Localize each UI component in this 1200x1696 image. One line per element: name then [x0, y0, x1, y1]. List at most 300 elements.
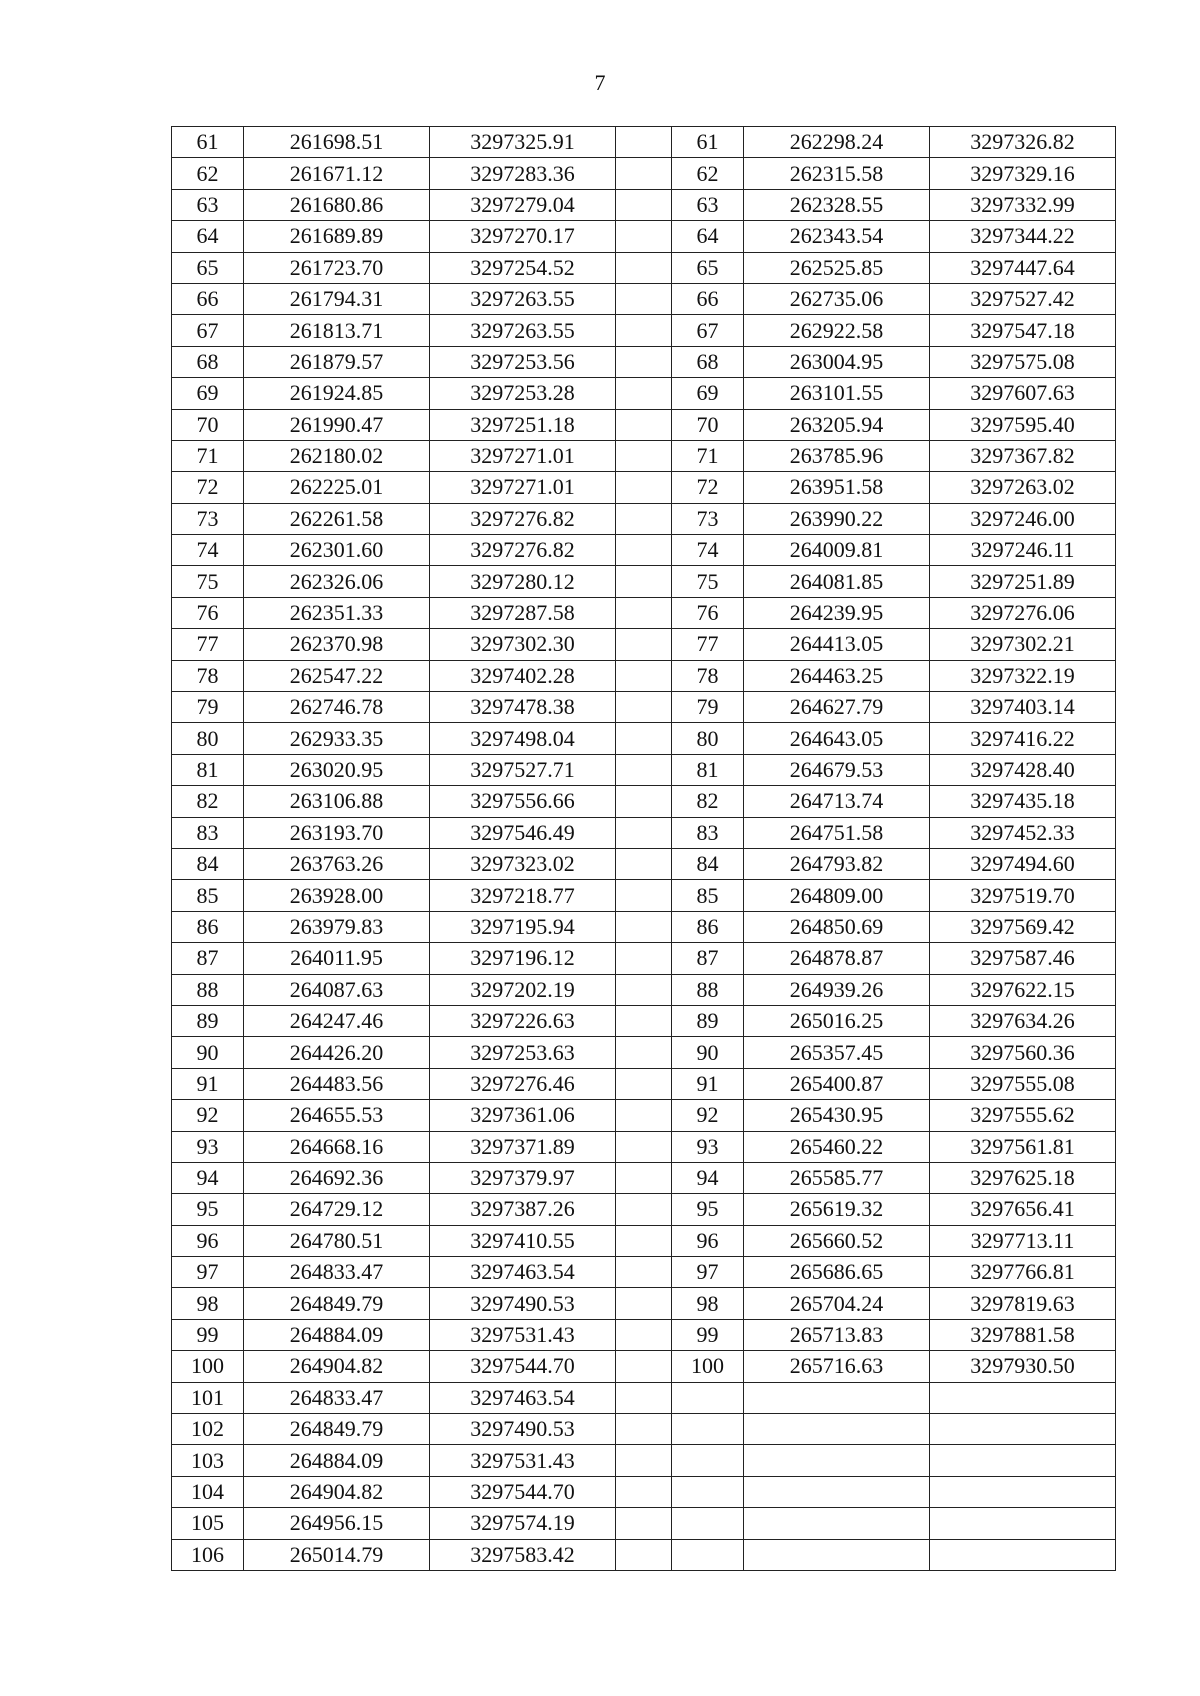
left-x-coordinate: 262180.02: [244, 440, 430, 471]
left-x-coordinate: 264833.47: [244, 1257, 430, 1288]
left-y-coordinate: 3297263.55: [430, 315, 616, 346]
left-point-number: 88: [172, 974, 244, 1005]
spacer-cell: [616, 409, 672, 440]
right-y-coordinate: 3297519.70: [930, 880, 1116, 911]
spacer-cell: [616, 566, 672, 597]
spacer-cell: [616, 911, 672, 942]
right-point-number: 74: [672, 535, 744, 566]
right-point-number: 79: [672, 692, 744, 723]
right-y-coordinate: 3297494.60: [930, 848, 1116, 879]
right-y-coordinate: 3297416.22: [930, 723, 1116, 754]
left-y-coordinate: 3297254.52: [430, 252, 616, 283]
left-x-coordinate: 262746.78: [244, 692, 430, 723]
table-row: [172, 848, 1116, 879]
right-x-coordinate: 265016.25: [744, 1005, 930, 1036]
coordinate-table-body: [172, 127, 1116, 1571]
left-y-coordinate: 3297270.17: [430, 221, 616, 252]
right-y-coordinate: 3297246.11: [930, 535, 1116, 566]
left-point-number: 94: [172, 1162, 244, 1193]
spacer-cell: [616, 1319, 672, 1350]
left-y-coordinate: 3297556.66: [430, 786, 616, 817]
left-point-number: 86: [172, 911, 244, 942]
right-y-coordinate: 3297276.06: [930, 597, 1116, 628]
left-x-coordinate: 263928.00: [244, 880, 430, 911]
right-y-coordinate: 3297435.18: [930, 786, 1116, 817]
right-point-number: 94: [672, 1162, 744, 1193]
left-y-coordinate: 3297287.58: [430, 597, 616, 628]
left-y-coordinate: 3297546.49: [430, 817, 616, 848]
left-point-number: 95: [172, 1194, 244, 1225]
table-row: [172, 723, 1116, 754]
spacer-cell: [616, 1382, 672, 1413]
right-x-coordinate: 263785.96: [744, 440, 930, 471]
spacer-cell: [616, 660, 672, 691]
left-x-coordinate: 264668.16: [244, 1131, 430, 1162]
left-y-coordinate: 3297490.53: [430, 1414, 616, 1445]
left-point-number: 79: [172, 692, 244, 723]
right-point-number: 84: [672, 848, 744, 879]
spacer-cell: [616, 1068, 672, 1099]
left-x-coordinate: 264956.15: [244, 1508, 430, 1539]
spacer-cell: [616, 283, 672, 314]
right-point-number: 64: [672, 221, 744, 252]
table-row: [172, 283, 1116, 314]
left-point-number: 73: [172, 503, 244, 534]
right-y-coordinate: 3297326.82: [930, 127, 1116, 158]
right-x-coordinate: 262298.24: [744, 127, 930, 158]
left-x-coordinate: 261723.70: [244, 252, 430, 283]
spacer-cell: [616, 1100, 672, 1131]
right-y-coordinate: 3297587.46: [930, 943, 1116, 974]
right-point-number: [672, 1476, 744, 1507]
table-row: [172, 221, 1116, 252]
left-x-coordinate: 261813.71: [244, 315, 430, 346]
spacer-cell: [616, 754, 672, 785]
coordinate-table: [171, 126, 1116, 1571]
table-row: [172, 1508, 1116, 1539]
right-y-coordinate: 3297322.19: [930, 660, 1116, 691]
left-y-coordinate: 3297527.71: [430, 754, 616, 785]
right-point-number: 91: [672, 1068, 744, 1099]
right-point-number: 83: [672, 817, 744, 848]
right-y-coordinate: 3297555.62: [930, 1100, 1116, 1131]
right-x-coordinate: 265704.24: [744, 1288, 930, 1319]
right-point-number: 63: [672, 189, 744, 220]
left-x-coordinate: 263106.88: [244, 786, 430, 817]
left-point-number: 98: [172, 1288, 244, 1319]
spacer-cell: [616, 503, 672, 534]
left-x-coordinate: 264483.56: [244, 1068, 430, 1099]
left-point-number: 100: [172, 1351, 244, 1382]
table-row: [172, 1414, 1116, 1445]
right-point-number: 89: [672, 1005, 744, 1036]
right-point-number: 69: [672, 378, 744, 409]
right-x-coordinate: 264713.74: [744, 786, 930, 817]
left-x-coordinate: 264655.53: [244, 1100, 430, 1131]
table-row: [172, 1476, 1116, 1507]
table-row: [172, 974, 1116, 1005]
left-point-number: 87: [172, 943, 244, 974]
right-y-coordinate: 3297263.02: [930, 472, 1116, 503]
right-point-number: 98: [672, 1288, 744, 1319]
right-point-number: 61: [672, 127, 744, 158]
left-point-number: 85: [172, 880, 244, 911]
table-row: [172, 1539, 1116, 1570]
right-point-number: [672, 1445, 744, 1476]
left-y-coordinate: 3297276.82: [430, 503, 616, 534]
left-point-number: 64: [172, 221, 244, 252]
right-x-coordinate: 264878.87: [744, 943, 930, 974]
left-y-coordinate: 3297544.70: [430, 1476, 616, 1507]
right-point-number: 76: [672, 597, 744, 628]
spacer-cell: [616, 723, 672, 754]
right-x-coordinate: 263205.94: [744, 409, 930, 440]
table-row: [172, 252, 1116, 283]
left-point-number: 89: [172, 1005, 244, 1036]
right-y-coordinate: 3297329.16: [930, 158, 1116, 189]
right-point-number: 70: [672, 409, 744, 440]
table-row: [172, 158, 1116, 189]
left-x-coordinate: 262370.98: [244, 629, 430, 660]
left-y-coordinate: 3297276.46: [430, 1068, 616, 1099]
spacer-cell: [616, 1162, 672, 1193]
table-row: [172, 409, 1116, 440]
right-y-coordinate: 3297527.42: [930, 283, 1116, 314]
left-y-coordinate: 3297195.94: [430, 911, 616, 942]
left-x-coordinate: 264692.36: [244, 1162, 430, 1193]
right-point-number: 68: [672, 346, 744, 377]
left-y-coordinate: 3297478.38: [430, 692, 616, 723]
right-y-coordinate: 3297561.81: [930, 1131, 1116, 1162]
left-point-number: 72: [172, 472, 244, 503]
left-y-coordinate: 3297498.04: [430, 723, 616, 754]
table-row: [172, 817, 1116, 848]
left-y-coordinate: 3297280.12: [430, 566, 616, 597]
left-y-coordinate: 3297218.77: [430, 880, 616, 911]
right-x-coordinate: 264009.81: [744, 535, 930, 566]
right-point-number: 96: [672, 1225, 744, 1256]
table-row: [172, 880, 1116, 911]
right-x-coordinate: 265660.52: [744, 1225, 930, 1256]
table-row: [172, 943, 1116, 974]
table-row: [172, 629, 1116, 660]
right-x-coordinate: [744, 1476, 930, 1507]
left-x-coordinate: 264426.20: [244, 1037, 430, 1068]
right-point-number: 62: [672, 158, 744, 189]
right-y-coordinate: 3297560.36: [930, 1037, 1116, 1068]
table-row: [172, 189, 1116, 220]
right-y-coordinate: 3297367.82: [930, 440, 1116, 471]
left-x-coordinate: 264011.95: [244, 943, 430, 974]
left-point-number: 70: [172, 409, 244, 440]
right-x-coordinate: 262525.85: [744, 252, 930, 283]
right-x-coordinate: 264850.69: [744, 911, 930, 942]
spacer-cell: [616, 158, 672, 189]
left-y-coordinate: 3297574.19: [430, 1508, 616, 1539]
left-x-coordinate: 262225.01: [244, 472, 430, 503]
spacer-cell: [616, 1445, 672, 1476]
right-x-coordinate: 265716.63: [744, 1351, 930, 1382]
right-x-coordinate: [744, 1539, 930, 1570]
right-point-number: 100: [672, 1351, 744, 1382]
spacer-cell: [616, 472, 672, 503]
spacer-cell: [616, 189, 672, 220]
left-point-number: 80: [172, 723, 244, 754]
table-row: [172, 346, 1116, 377]
right-point-number: 65: [672, 252, 744, 283]
table-row: [172, 1319, 1116, 1350]
left-y-coordinate: 3297251.18: [430, 409, 616, 440]
right-y-coordinate: 3297930.50: [930, 1351, 1116, 1382]
left-point-number: 91: [172, 1068, 244, 1099]
left-x-coordinate: 264247.46: [244, 1005, 430, 1036]
left-point-number: 83: [172, 817, 244, 848]
table-row: [172, 315, 1116, 346]
right-y-coordinate: 3297547.18: [930, 315, 1116, 346]
table-row: [172, 692, 1116, 723]
left-point-number: 102: [172, 1414, 244, 1445]
right-y-coordinate: 3297403.14: [930, 692, 1116, 723]
right-x-coordinate: 264643.05: [744, 723, 930, 754]
spacer-cell: [616, 1194, 672, 1225]
left-x-coordinate: 261879.57: [244, 346, 430, 377]
left-y-coordinate: 3297202.19: [430, 974, 616, 1005]
table-row: [172, 1005, 1116, 1036]
right-y-coordinate: [930, 1414, 1116, 1445]
right-x-coordinate: 263101.55: [744, 378, 930, 409]
right-point-number: 77: [672, 629, 744, 660]
left-point-number: 66: [172, 283, 244, 314]
right-x-coordinate: 264793.82: [744, 848, 930, 879]
left-y-coordinate: 3297544.70: [430, 1351, 616, 1382]
table-row: [172, 1131, 1116, 1162]
left-y-coordinate: 3297410.55: [430, 1225, 616, 1256]
right-y-coordinate: [930, 1539, 1116, 1570]
left-x-coordinate: 264833.47: [244, 1382, 430, 1413]
left-point-number: 65: [172, 252, 244, 283]
left-point-number: 93: [172, 1131, 244, 1162]
left-y-coordinate: 3297387.26: [430, 1194, 616, 1225]
right-point-number: 92: [672, 1100, 744, 1131]
right-x-coordinate: [744, 1382, 930, 1413]
right-y-coordinate: 3297881.58: [930, 1319, 1116, 1350]
spacer-cell: [616, 1131, 672, 1162]
right-y-coordinate: 3297622.15: [930, 974, 1116, 1005]
left-point-number: 106: [172, 1539, 244, 1570]
left-x-coordinate: 261680.86: [244, 189, 430, 220]
right-y-coordinate: 3297302.21: [930, 629, 1116, 660]
left-y-coordinate: 3297196.12: [430, 943, 616, 974]
left-x-coordinate: 261990.47: [244, 409, 430, 440]
left-x-coordinate: 261671.12: [244, 158, 430, 189]
right-x-coordinate: 262315.58: [744, 158, 930, 189]
right-y-coordinate: 3297819.63: [930, 1288, 1116, 1319]
left-point-number: 99: [172, 1319, 244, 1350]
left-x-coordinate: 263763.26: [244, 848, 430, 879]
right-point-number: 82: [672, 786, 744, 817]
left-y-coordinate: 3297279.04: [430, 189, 616, 220]
right-x-coordinate: 265357.45: [744, 1037, 930, 1068]
left-point-number: 78: [172, 660, 244, 691]
left-x-coordinate: 262351.33: [244, 597, 430, 628]
right-x-coordinate: 264939.26: [744, 974, 930, 1005]
right-x-coordinate: 262328.55: [744, 189, 930, 220]
left-x-coordinate: 263020.95: [244, 754, 430, 785]
spacer-cell: [616, 1288, 672, 1319]
spacer-cell: [616, 346, 672, 377]
left-y-coordinate: 3297302.30: [430, 629, 616, 660]
left-point-number: 92: [172, 1100, 244, 1131]
right-y-coordinate: 3297595.40: [930, 409, 1116, 440]
table-row: [172, 440, 1116, 471]
left-point-number: 77: [172, 629, 244, 660]
spacer-cell: [616, 378, 672, 409]
spacer-cell: [616, 1005, 672, 1036]
spacer-cell: [616, 1037, 672, 1068]
right-y-coordinate: [930, 1508, 1116, 1539]
right-y-coordinate: [930, 1445, 1116, 1476]
right-x-coordinate: 265686.65: [744, 1257, 930, 1288]
table-row: [172, 1068, 1116, 1099]
right-point-number: 85: [672, 880, 744, 911]
right-y-coordinate: 3297575.08: [930, 346, 1116, 377]
right-x-coordinate: 264809.00: [744, 880, 930, 911]
left-x-coordinate: 262326.06: [244, 566, 430, 597]
right-x-coordinate: 264081.85: [744, 566, 930, 597]
left-y-coordinate: 3297531.43: [430, 1445, 616, 1476]
right-y-coordinate: 3297625.18: [930, 1162, 1116, 1193]
left-y-coordinate: 3297276.82: [430, 535, 616, 566]
table-row: [172, 127, 1116, 158]
left-point-number: 68: [172, 346, 244, 377]
left-y-coordinate: 3297263.55: [430, 283, 616, 314]
right-x-coordinate: 264463.25: [744, 660, 930, 691]
right-y-coordinate: 3297452.33: [930, 817, 1116, 848]
right-point-number: 66: [672, 283, 744, 314]
left-point-number: 105: [172, 1508, 244, 1539]
table-row: [172, 1288, 1116, 1319]
spacer-cell: [616, 974, 672, 1005]
left-x-coordinate: 262547.22: [244, 660, 430, 691]
right-x-coordinate: [744, 1508, 930, 1539]
right-y-coordinate: 3297634.26: [930, 1005, 1116, 1036]
left-x-coordinate: 261698.51: [244, 127, 430, 158]
table-row: [172, 1194, 1116, 1225]
left-point-number: 81: [172, 754, 244, 785]
left-y-coordinate: 3297253.28: [430, 378, 616, 409]
table-row: [172, 1162, 1116, 1193]
left-x-coordinate: 264729.12: [244, 1194, 430, 1225]
left-point-number: 76: [172, 597, 244, 628]
table-row: [172, 472, 1116, 503]
right-x-coordinate: [744, 1445, 930, 1476]
right-point-number: 97: [672, 1257, 744, 1288]
table-row: [172, 535, 1116, 566]
spacer-cell: [616, 880, 672, 911]
spacer-cell: [616, 817, 672, 848]
right-x-coordinate: 265619.32: [744, 1194, 930, 1225]
right-x-coordinate: 264413.05: [744, 629, 930, 660]
left-point-number: 82: [172, 786, 244, 817]
right-y-coordinate: 3297569.42: [930, 911, 1116, 942]
spacer-cell: [616, 848, 672, 879]
spacer-cell: [616, 786, 672, 817]
left-point-number: 104: [172, 1476, 244, 1507]
right-point-number: 78: [672, 660, 744, 691]
left-point-number: 96: [172, 1225, 244, 1256]
table-row: [172, 660, 1116, 691]
right-point-number: 72: [672, 472, 744, 503]
spacer-cell: [616, 315, 672, 346]
right-y-coordinate: 3297246.00: [930, 503, 1116, 534]
left-x-coordinate: 264904.82: [244, 1351, 430, 1382]
right-y-coordinate: 3297344.22: [930, 221, 1116, 252]
left-y-coordinate: 3297271.01: [430, 472, 616, 503]
table-row: [172, 911, 1116, 942]
table-row: [172, 378, 1116, 409]
left-point-number: 90: [172, 1037, 244, 1068]
left-point-number: 97: [172, 1257, 244, 1288]
left-y-coordinate: 3297463.54: [430, 1257, 616, 1288]
right-point-number: 90: [672, 1037, 744, 1068]
left-x-coordinate: 261924.85: [244, 378, 430, 409]
left-y-coordinate: 3297583.42: [430, 1539, 616, 1570]
table-row: [172, 1100, 1116, 1131]
right-x-coordinate: 264751.58: [744, 817, 930, 848]
right-point-number: [672, 1382, 744, 1413]
right-y-coordinate: 3297607.63: [930, 378, 1116, 409]
right-point-number: [672, 1539, 744, 1570]
spacer-cell: [616, 629, 672, 660]
table-row: [172, 754, 1116, 785]
left-y-coordinate: 3297531.43: [430, 1319, 616, 1350]
left-y-coordinate: 3297271.01: [430, 440, 616, 471]
left-point-number: 63: [172, 189, 244, 220]
table-row: [172, 1225, 1116, 1256]
left-point-number: 103: [172, 1445, 244, 1476]
left-x-coordinate: 263979.83: [244, 911, 430, 942]
right-x-coordinate: 265713.83: [744, 1319, 930, 1350]
right-x-coordinate: 262922.58: [744, 315, 930, 346]
right-x-coordinate: 265400.87: [744, 1068, 930, 1099]
right-y-coordinate: 3297766.81: [930, 1257, 1116, 1288]
right-point-number: 73: [672, 503, 744, 534]
right-x-coordinate: 263004.95: [744, 346, 930, 377]
spacer-cell: [616, 1539, 672, 1570]
spacer-cell: [616, 127, 672, 158]
right-x-coordinate: 264679.53: [744, 754, 930, 785]
left-y-coordinate: 3297323.02: [430, 848, 616, 879]
right-x-coordinate: 265460.22: [744, 1131, 930, 1162]
right-point-number: 86: [672, 911, 744, 942]
left-x-coordinate: 263193.70: [244, 817, 430, 848]
spacer-cell: [616, 1225, 672, 1256]
right-point-number: 71: [672, 440, 744, 471]
spacer-cell: [616, 1351, 672, 1382]
left-y-coordinate: 3297371.89: [430, 1131, 616, 1162]
right-point-number: 99: [672, 1319, 744, 1350]
right-y-coordinate: 3297555.08: [930, 1068, 1116, 1099]
right-y-coordinate: 3297332.99: [930, 189, 1116, 220]
right-point-number: 75: [672, 566, 744, 597]
spacer-cell: [616, 221, 672, 252]
table-row: [172, 503, 1116, 534]
left-x-coordinate: 261794.31: [244, 283, 430, 314]
right-point-number: [672, 1508, 744, 1539]
right-point-number: 80: [672, 723, 744, 754]
right-x-coordinate: 263951.58: [744, 472, 930, 503]
right-x-coordinate: 264627.79: [744, 692, 930, 723]
